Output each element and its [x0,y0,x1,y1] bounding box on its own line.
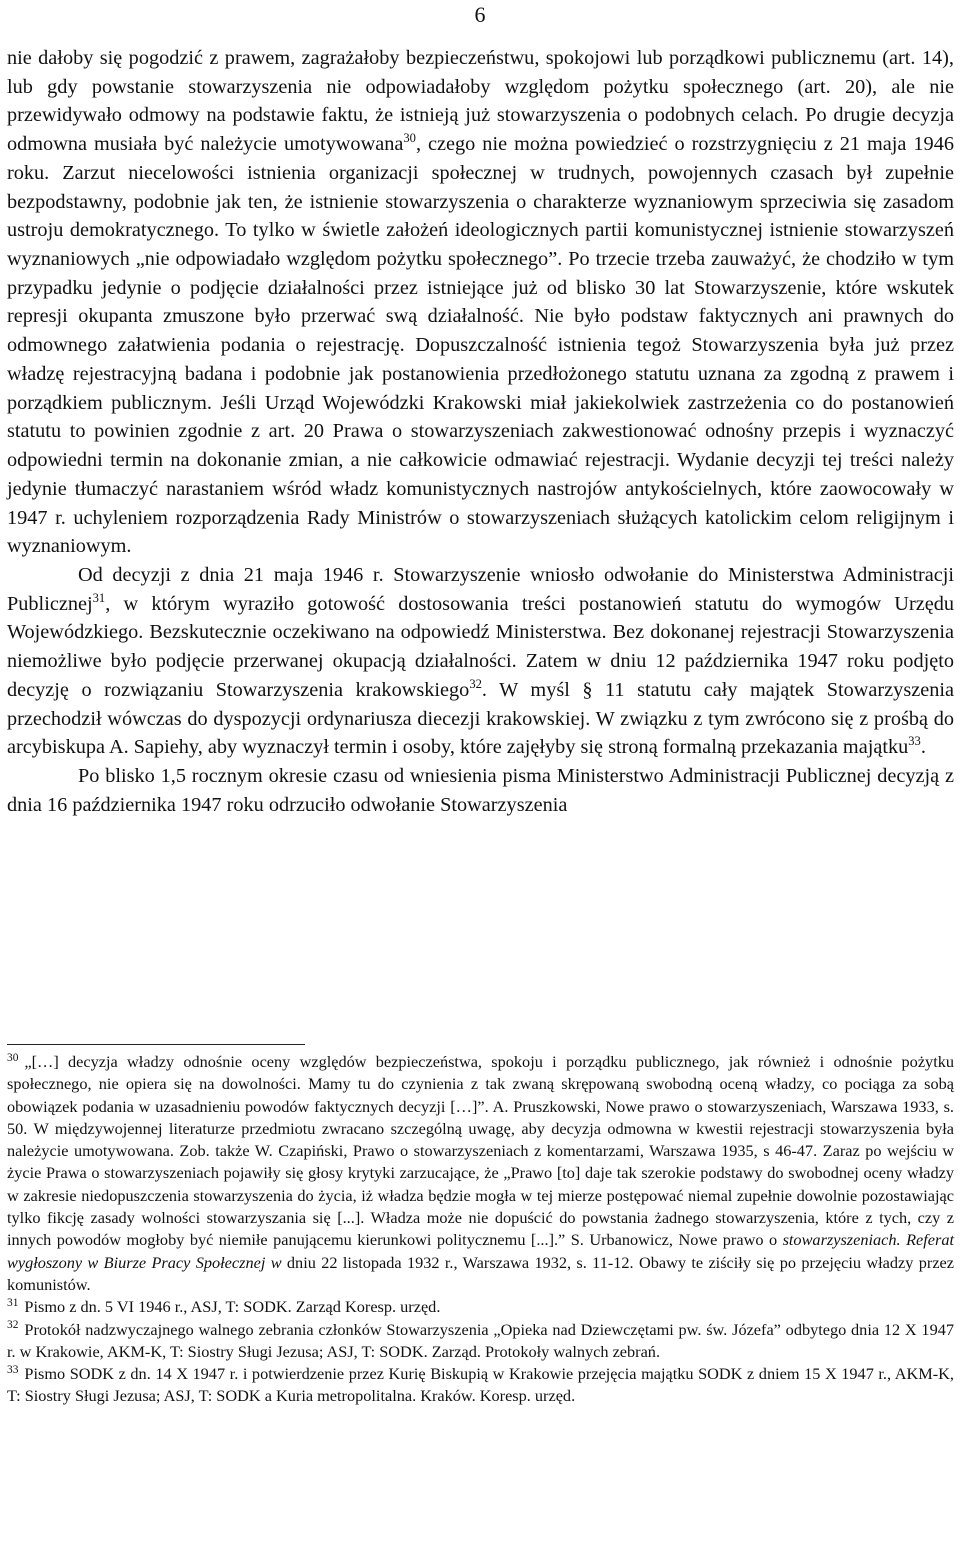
paragraph-text: , w którym wyraziło gotowość dostosowania treści postanowień statutu do wymogów Urzędu Wojewódzkiego. Bezskutecznie oczekiwano na odpowiedź Ministerstwa. Bez dokonanej rejestracji Stowarzyszenia niemożliwe było podjęcie przerwanej okupacją działalności. Zatem w dniu 12 października 1947 roku podjęto decyzję o rozwiązaniu Stowarzyszenia krakowskiego [7,592,954,701]
paragraph-text: nie dałoby się pogodzić z prawem, zagrażałoby bezpieczeństwu, spokojowi lub porządkowi publicznemu (art. 14), lub gdy powstanie stowarzyszenia nie odpowiadałoby względom pożytku społecznego (art. 20), ale nie przewidywało odmowy na podstawie faktu, że istnieją już stowarzyszenia o podobnych celach. Po drugie decyzja odmowna musiała być należycie umotywowana [7,47,954,156]
paragraph-1 [7,44,954,561]
paragraph-text: , czego nie można powiedzieć o rozstrzygnięciu z 21 maja 1946 roku. Zarzut niecelowości istnienia organizacji społecznej w trudnych, powojennych czasach był zupełnie bezpodstawny, podobnie jak ten, że istnienie stowarzyszenia o charakterze wyznaniowym sprzeciwia się zasadom ustroju demokratycznego. To tylko w świetle założeń ideologicznych partii komunistycznej istnienie stowarzyszeń wyznaniowych „nie odpowiadało względom pożytku społecznego”. Po trzecie trzeba zauważyć, że chodziło w tym przypadku jedynie o podjęcie działalności przez istniejące już od blisko 30 lat Stowarzyszenie, które wskutek represji okupanta zmuszone było przerwać swą działalność. Nie było podstaw faktycznych ani prawnych do odmownego załatwienia podania o rejestrację. Dopuszczalność istnienia tegoż Stowarzyszenia była już przez władzę rejestracyjną badana i podobnie jak postanowienia przedłożonego statutu uznana za zgodną z prawem i porządkiem publicznym. Jeśli Urząd Wojewódzki Krakowski miał jakiekolwiek zastrzeżenia co do postanowień statutu to powinien zgodnie z art. 20 Prawa o stowarzyszeniach zakwestionować odnośny przepis i wyznaczyć odpowiedni termin na dokonanie zmian, a nie całkowicie odmawiać rejestracji. Wydanie decyzji tej treści należy jedynie tłumaczyć narastaniem wśród władz komunistycznych nastrojów antykościelnych, które zaowocowały w 1947 r. uchyleniem rozporządzenia Rady Ministrów o stowarzyszeniach służących katolickim celom religijnym i wyznaniowym. [7,133,954,558]
footnote-text: dniu 22 listopada 1932 r., Warszawa 1932, s. 11-12. Obawy te ziściły się po przejęciu władzy przez komunistów. [7,1252,954,1294]
footnotes [7,1051,954,1408]
footnote-number: 32 [7,1319,19,1332]
footnote-text: Pismo SODK z dn. 14 X 1947 r. i potwierdzenie przez Kurię Biskupią w Krakowie przejęcia majątku SODK z dniem 15 X 1947 r., AKM-K, T: Siostry Sługi Jezusa; ASJ, T: SODK a Kuria metropolitalna. Kraków. Koresp. urzęd. [7,1364,954,1406]
footnote-ref-33[interactable]: 33 [908,734,921,749]
body-text [7,44,954,819]
paragraph-text: . [920,736,926,759]
footnote-31 [7,1296,954,1318]
footnote-number: 33 [7,1363,19,1376]
footnote-text: „[…] decyzja władzy odnośnie oceny względów bezpieczeństwa, spokoju i porządku publicznego, jak również i odnośnie pożytku społecznego, nie opiera się na dowolności. Mamy tu do czynienia z tak zwaną skrępowaną swobodną oceną władzy, co pociąga za sobą obowiązek podania w uzasadnieniu powodów faktycznych decyzji […]”. A. Pruszkowski, Nowe prawo o stowarzyszeniach, Warszawa 1933, s. 50. W międzywojennej literaturze przedmiotu zwracano szczególną uwagę, aby decyzja odmowna w kwestii rejestracji stowarzyszenia była należycie umotywowana. Zob. także W. Czapiński, Prawo o stowarzyszeniach z komentarzami, Warszawa 1935, s 46-47. Zaraz po wejściu w życie Prawa o stowarzyszeniach pojawiły się głosy krytyki zarzucające, że „Prawo [to] daje tak szerokie podstawy do swobodnej oceny władzy w zakresie niedopuszczenia stowarzyszenia do życia, iż władza będzie mogła w tej mierze postępować niemal zupełnie dowolnie pozostawiając tylko fikcję zasady wolności stowarzyszania się [...]. Władza może nie dopuścić do powstania żadnego stowarzyszenia, które z tych, czy z innych powodów mogłoby być niemiłe panującemu kierunkowi politycznemu [...].” S. Urbanowicz, Nowe prawo o [7,1052,954,1250]
footnote-separator [7,1044,305,1045]
footnote-32 [7,1319,954,1364]
footnote-number: 30 [7,1051,19,1064]
footnote-33 [7,1363,954,1408]
paragraph-2 [7,561,954,762]
footnote-ref-32[interactable]: 32 [469,677,482,692]
paragraph-text: Od decyzji z dnia 21 maja 1946 r. Stowarzyszenie wniosło odwołanie do Ministerstwa Administracji Publicznej [7,563,954,615]
footnote-text: Pismo z dn. 5 VI 1946 r., ASJ, T: SODK. Zarząd Koresp. urzęd. [24,1297,441,1317]
page-number: 6 [474,2,486,27]
footnote-ref-30[interactable]: 30 [403,131,416,146]
paragraph-3: Po blisko 1,5 rocznym okresie czasu od wniesienia pisma Ministerstwo Administracji Publicznej decyzją z dnia 16 października 1947 roku odrzuciło odwołanie Stowarzyszenia [7,764,954,816]
footnote-ref-31[interactable]: 31 [92,590,106,605]
footnote-30 [7,1051,954,1296]
footnote-title-italic: stowarzyszeniach. Referat wygłoszony w Biurze Pracy Społecznej w [7,1230,954,1272]
paragraph-text: . W myśl § 11 statutu cały majątek Stowarzyszenia przechodził wówczas do dyspozycji ordynariusza diecezji krakowskiej. W związku z tym zwrócono się z prośbą do arcybiskupa A. Sapiehy, aby wyznaczył termin i osoby, które zajęłyby się stroną formalną przekazania majątku [7,678,954,759]
footnote-text: Protokół nadzwyczajnego walnego zebrania członków Stowarzyszenia „Opieka nad Dziewczętami pw. św. Józefa” odbytego dnia 12 X 1947 r. w Krakowie, AKM-K, T: Siostry Sługi Jezusa; ASJ, T: SODK. Zarząd. Protokoły walnych zebrań. [7,1319,954,1361]
footnote-number: 31 [7,1297,19,1309]
